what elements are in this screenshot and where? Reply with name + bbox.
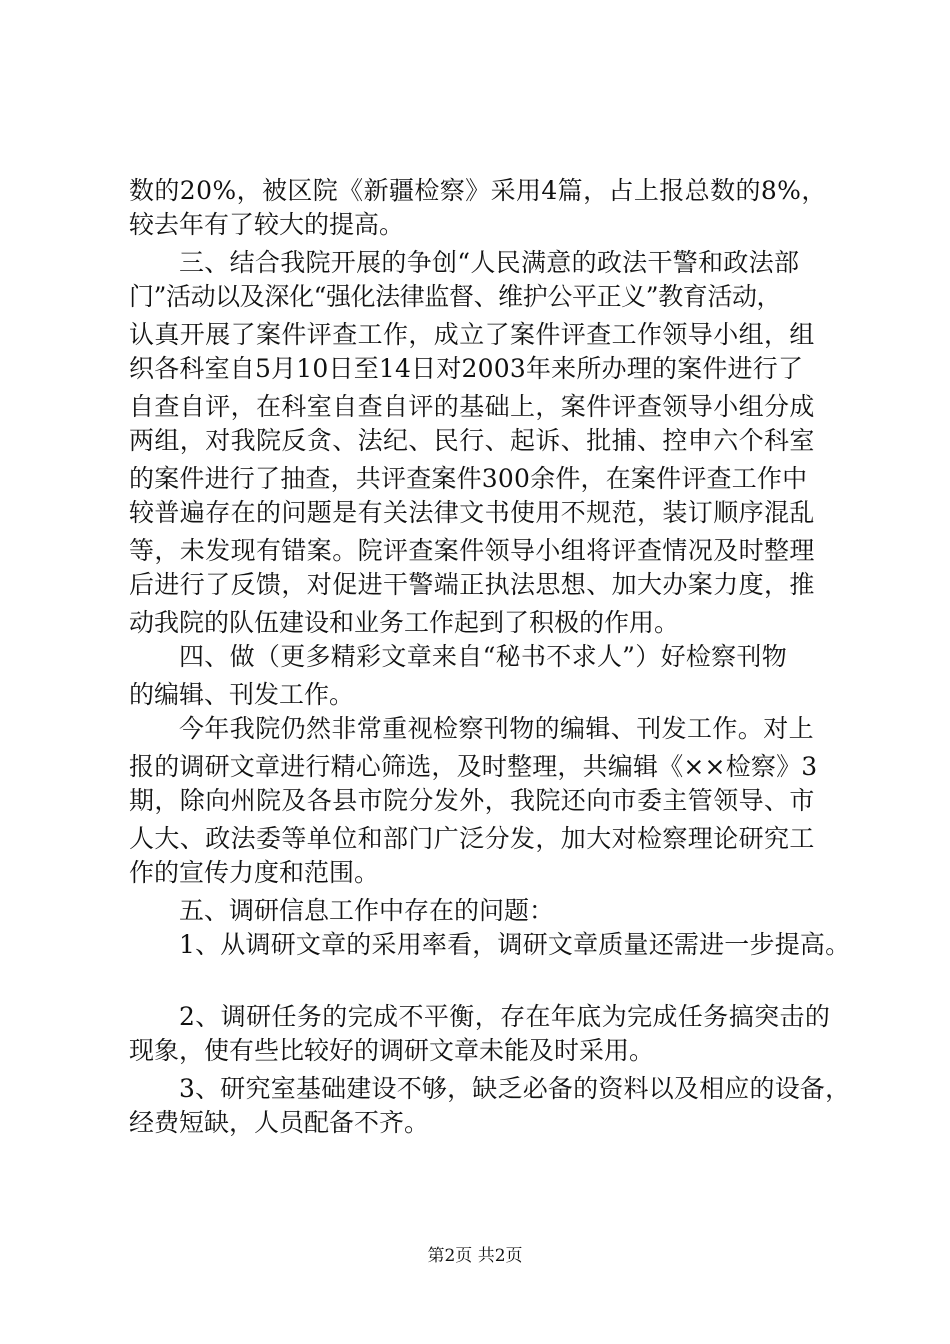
body-line-23: 2、调研任务的完成不平衡，存在年底为完成任务搞突击的 <box>179 1002 831 1031</box>
body-line-13: 动我院的队伍建设和业务工作起到了积极的作用。 <box>129 608 680 637</box>
body-line-17: 报的调研文章进行精心筛选，及时整理，共编辑《××检察》3 <box>129 752 818 781</box>
body-line-25: 3、研究室基础建设不够，缺乏必备的资料以及相应的设备， <box>179 1074 851 1103</box>
body-line-22: 1、从调研文章的采用率看，调研文章质量还需进一步提高。 <box>179 930 851 959</box>
body-line-19: 人大、政法委等单位和部门广泛分发，加大对检察理论研究工 <box>129 824 815 853</box>
body-line-18: 期，除向州院及各县市院分发外，我院还向市委主管领导、市 <box>129 786 815 815</box>
body-line-2: 较去年有了较大的提高。 <box>129 210 405 239</box>
body-line-12: 后进行了反馈，对促进干警端正执法思想、加大办案力度，推 <box>129 570 815 599</box>
body-line-10: 较普遍存在的问题是有关法律文书使用不规范，装订顺序混乱 <box>129 498 815 527</box>
body-line-8: 两组，对我院反贪、法纪、民行、起诉、批捕、控申六个科室 <box>129 426 815 455</box>
body-line-14: 四、做（更多精彩文章来自“秘书不求人”）好检察刊物 <box>179 642 788 671</box>
body-line-26: 经费短缺，人员配备不齐。 <box>129 1108 430 1137</box>
body-line-16: 今年我院仍然非常重视检察刊物的编辑、刊发工作。对上 <box>179 714 815 743</box>
body-line-6: 织各科室自5月10日至14日对2003年来所办理的案件进行了 <box>129 354 804 383</box>
body-line-5: 认真开展了案件评查工作，成立了案件评查工作领导小组，组 <box>129 320 815 349</box>
body-line-21: 五、调研信息工作中存在的问题： <box>179 896 555 925</box>
body-line-4: 门”活动以及深化“强化法律监督、维护公平正义”教育活动， <box>129 282 782 311</box>
body-line-1: 数的20%，被区院《新疆检察》采用4篇，占上报总数的8%， <box>129 176 827 205</box>
body-line-15: 的编辑、刊发工作。 <box>129 680 355 709</box>
body-line-11: 等，未发现有错案。院评查案件领导小组将评查情况及时整理 <box>129 536 815 565</box>
page-number-footer: 第2页 共2页 <box>427 1246 523 1266</box>
body-line-3: 三、结合我院开展的争创“人民满意的政法干警和政法部 <box>179 248 800 277</box>
body-line-7: 自查自评，在科室自查自评的基础上，案件评查领导小组分成 <box>129 392 815 421</box>
body-line-24: 现象，使有些比较好的调研文章未能及时采用。 <box>129 1036 655 1065</box>
body-line-9: 的案件进行了抽查，共评查案件300余件，在案件评查工作中 <box>129 464 808 493</box>
body-line-20: 作的宣传力度和范围。 <box>129 858 380 887</box>
